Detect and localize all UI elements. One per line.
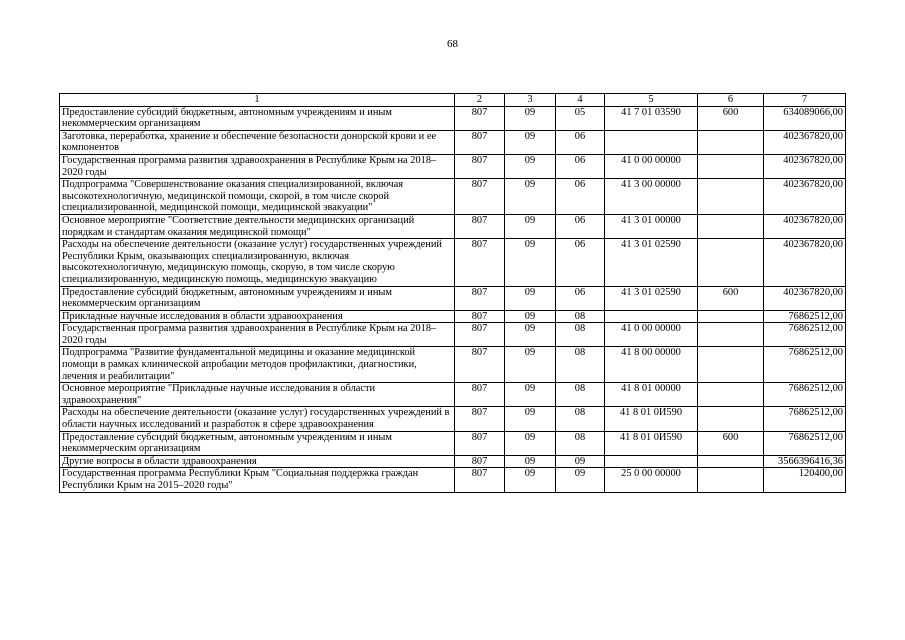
cell-grbs: 807 [455,286,505,310]
cell-target-article [605,130,698,154]
cell-amount: 76862512,00 [764,323,846,347]
cell-expense-type [698,154,764,178]
cell-subsection: 08 [556,310,605,323]
cell-subsection: 09 [556,455,605,468]
cell-name: Подпрограмма "Развитие фундаментальной медицины и оказание медицинской помощи в рамках клинической апробации методов профилактики, диагностики, лечения и реабилитации" [60,347,455,383]
cell-name: Расходы на обеспечение деятельности (оказание услуг) государственных учреждений в области научных исследований и разработок в сфере здравоохранения [60,407,455,431]
header-cell-2: 2 [455,94,505,107]
cell-grbs: 807 [455,106,505,130]
table-row [60,106,846,130]
cell-subsection: 09 [556,468,605,492]
cell-grbs: 807 [455,310,505,323]
budget-table [59,93,846,493]
cell-target-article: 41 3 01 02590 [605,239,698,286]
cell-target-article: 41 3 00 00000 [605,179,698,215]
cell-expense-type [698,130,764,154]
cell-amount: 402367820,00 [764,286,846,310]
cell-amount: 76862512,00 [764,347,846,383]
cell-expense-type [698,323,764,347]
cell-subsection: 06 [556,239,605,286]
table-row [60,431,846,455]
cell-expense-type: 600 [698,106,764,130]
table-row [60,455,846,468]
cell-section: 09 [505,179,556,215]
cell-amount: 402367820,00 [764,130,846,154]
cell-amount: 120400,00 [764,468,846,492]
header-cell-7: 7 [764,94,846,107]
cell-amount: 76862512,00 [764,407,846,431]
cell-section: 09 [505,431,556,455]
cell-amount: 402367820,00 [764,214,846,238]
cell-section: 09 [505,130,556,154]
cell-grbs: 807 [455,214,505,238]
cell-section: 09 [505,383,556,407]
cell-amount: 402367820,00 [764,239,846,286]
cell-grbs: 807 [455,179,505,215]
cell-grbs: 807 [455,154,505,178]
cell-subsection: 06 [556,286,605,310]
cell-grbs: 807 [455,347,505,383]
cell-name: Основное мероприятие "Прикладные научные исследования в области здравоохранения" [60,383,455,407]
cell-amount: 634089066,00 [764,106,846,130]
cell-section: 09 [505,154,556,178]
cell-subsection: 05 [556,106,605,130]
header-cell-5: 5 [605,94,698,107]
table-row [60,214,846,238]
cell-amount: 402367820,00 [764,179,846,215]
cell-target-article: 41 7 01 03590 [605,106,698,130]
cell-subsection: 08 [556,383,605,407]
cell-subsection: 06 [556,130,605,154]
cell-subsection: 08 [556,431,605,455]
cell-expense-type: 600 [698,286,764,310]
cell-expense-type [698,214,764,238]
header-cell-6: 6 [698,94,764,107]
cell-target-article [605,455,698,468]
cell-grbs: 807 [455,323,505,347]
cell-amount: 76862512,00 [764,310,846,323]
cell-section: 09 [505,455,556,468]
cell-target-article: 41 0 00 00000 [605,323,698,347]
cell-target-article: 41 8 01 0И590 [605,431,698,455]
cell-name: Подпрограмма "Совершенствование оказания специализированной, включая высокотехнологичную, медицинской помощи, скорой, в том числе скорой специализированной, медицинской помощи, медицинской эвакуации" [60,179,455,215]
cell-target-article: 41 8 01 0И590 [605,407,698,431]
cell-amount: 3566396416,36 [764,455,846,468]
cell-target-article: 41 8 00 00000 [605,347,698,383]
cell-name: Предоставление субсидий бюджетным, автономным учреждениям и иным некоммерческим организациям [60,286,455,310]
cell-name: Расходы на обеспечение деятельности (оказание услуг) государственных учреждений Республики Крым, оказывающих специализированную, включая высокотехнологичную, медицинскую помощь, скорую, в том числе скорую специализированную, медицинскую помощь, медицинскую эвакуацию [60,239,455,286]
table-row [60,407,846,431]
cell-target-article: 41 3 01 00000 [605,214,698,238]
cell-name: Предоставление субсидий бюджетным, автономным учреждениям и иным некоммерческим организациям [60,106,455,130]
cell-expense-type [698,179,764,215]
cell-expense-type [698,347,764,383]
cell-target-article: 41 3 01 02590 [605,286,698,310]
cell-name: Государственная программа развития здравоохранения в Республике Крым на 2018–2020 годы [60,323,455,347]
cell-target-article: 41 8 01 00000 [605,383,698,407]
page-number: 68 [447,38,458,50]
cell-section: 09 [505,286,556,310]
cell-amount: 76862512,00 [764,383,846,407]
cell-name: Заготовка, переработка, хранение и обеспечение безопасности донорской крови и ее компонентов [60,130,455,154]
table-row [60,323,846,347]
table-row [60,286,846,310]
cell-section: 09 [505,323,556,347]
cell-name: Основное мероприятие "Соответствие деятельности медицинских организаций порядкам и стандартам оказания медицинской помощи" [60,214,455,238]
header-row [60,94,846,107]
cell-name: Другие вопросы в области здравоохранения [60,455,455,468]
cell-subsection: 06 [556,154,605,178]
cell-section: 09 [505,407,556,431]
cell-subsection: 08 [556,407,605,431]
cell-section: 09 [505,347,556,383]
table-row [60,468,846,492]
table-body [60,106,846,492]
cell-name: Предоставление субсидий бюджетным, автономным учреждениям и иным некоммерческим организациям [60,431,455,455]
cell-amount: 402367820,00 [764,154,846,178]
cell-subsection: 06 [556,214,605,238]
cell-grbs: 807 [455,468,505,492]
cell-expense-type [698,407,764,431]
table-row [60,239,846,286]
cell-expense-type: 600 [698,431,764,455]
cell-subsection: 06 [556,179,605,215]
cell-expense-type [698,468,764,492]
header-cell-3: 3 [505,94,556,107]
cell-name: Государственная программа развития здравоохранения в Республике Крым на 2018–2020 годы [60,154,455,178]
table-row [60,179,846,215]
cell-expense-type [698,310,764,323]
cell-expense-type [698,239,764,286]
cell-target-article: 25 0 00 00000 [605,468,698,492]
cell-section: 09 [505,310,556,323]
cell-subsection: 08 [556,323,605,347]
cell-amount: 76862512,00 [764,431,846,455]
cell-target-article [605,310,698,323]
cell-expense-type [698,383,764,407]
cell-name: Прикладные научные исследования в области здравоохранения [60,310,455,323]
header-cell-4: 4 [556,94,605,107]
table-row [60,130,846,154]
cell-grbs: 807 [455,239,505,286]
cell-section: 09 [505,468,556,492]
cell-grbs: 807 [455,407,505,431]
cell-grbs: 807 [455,383,505,407]
cell-target-article: 41 0 00 00000 [605,154,698,178]
cell-name: Государственная программа Республики Крым "Социальная поддержка граждан Республики Крым на 2015–2020 годы" [60,468,455,492]
table-row [60,154,846,178]
cell-section: 09 [505,239,556,286]
cell-grbs: 807 [455,455,505,468]
cell-expense-type [698,455,764,468]
table-row [60,383,846,407]
header-cell-1: 1 [60,94,455,107]
table-row [60,310,846,323]
cell-grbs: 807 [455,431,505,455]
cell-grbs: 807 [455,130,505,154]
cell-section: 09 [505,214,556,238]
cell-section: 09 [505,106,556,130]
table-row [60,347,846,383]
cell-subsection: 08 [556,347,605,383]
